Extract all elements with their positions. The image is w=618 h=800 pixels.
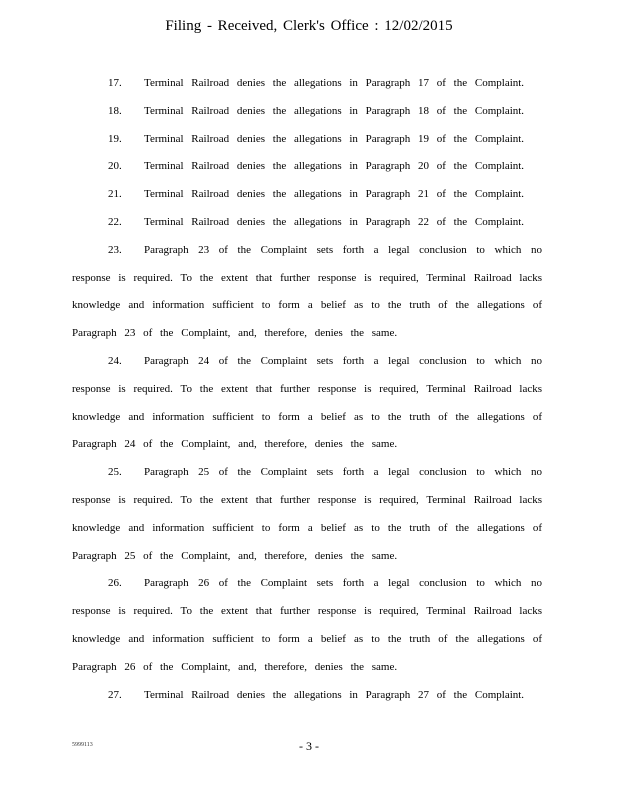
paragraph-text: Paragraph 25 of the Complaint sets forth a legal conclusion to which no response is required. To the extent that further response is required, Terminal Railroad lacks knowledge and information sufficient to form a belief as to the truth of the allegations of Paragraph 25 of the Complaint, and, therefore, denies the same.	[72, 466, 542, 562]
paragraph-number: 22.	[108, 215, 122, 228]
paragraph-text: Terminal Railroad denies the allegations in Paragraph 18 of the Complaint.	[144, 104, 525, 117]
paragraph-26	[72, 570, 542, 681]
paragraph-24	[72, 348, 542, 459]
paragraph-number: 18.	[108, 104, 122, 117]
document-body	[72, 70, 542, 709]
page-number: - 3 -	[299, 739, 319, 753]
paragraph-19	[72, 126, 542, 154]
paragraph-text: Terminal Railroad denies the allegations in Paragraph 27 of the Complaint.	[144, 688, 525, 701]
paragraph-number: 25.	[108, 466, 122, 479]
paragraph-27	[72, 682, 542, 710]
paragraph-text: Terminal Railroad denies the allegations in Paragraph 21 of the Complaint.	[144, 188, 525, 201]
paragraph-25	[72, 459, 542, 570]
paragraph-number: 20.	[108, 160, 122, 173]
paragraph-text: Terminal Railroad denies the allegations in Paragraph 22 of the Complaint.	[144, 215, 525, 228]
paragraph-number: 17.	[108, 77, 122, 89]
paragraph-number: 24.	[108, 354, 122, 367]
paragraph-text: Paragraph 23 of the Complaint sets forth a legal conclusion to which no response is required. To the extent that further response is required, Terminal Railroad lacks knowledge and information sufficient to form a belief as to the truth of the allegations of Paragraph 23 of the Complaint, and, therefore, denies the same.	[72, 243, 542, 340]
paragraph-18	[72, 98, 542, 126]
paragraph-text: Paragraph 26 of the Complaint sets forth a legal conclusion to which no response is required. To the extent that further response is required, Terminal Railroad lacks knowledge and information sufficient to form a belief as to the truth of the allegations of Paragraph 26 of the Complaint, and, therefore, denies the same.	[72, 577, 542, 673]
paragraph-text: Terminal Railroad denies the allegations in Paragraph 20 of the Complaint.	[144, 160, 525, 173]
filing-stamp: Filing - Received, Clerk's Office : 12/02/2015	[165, 18, 453, 34]
paragraph-number: 21.	[108, 188, 122, 201]
paragraph-20	[72, 153, 542, 181]
paragraph-text: Terminal Railroad denies the allegations in Paragraph 17 of the Complaint.	[144, 77, 525, 89]
paragraph-23	[72, 237, 542, 348]
paragraph-text: Paragraph 24 of the Complaint sets forth a legal conclusion to which no response is required. To the extent that further response is required, Terminal Railroad lacks knowledge and information sufficient to form a belief as to the truth of the allegations of Paragraph 24 of the Complaint, and, therefore, denies the same.	[72, 354, 542, 451]
paragraph-number: 19.	[108, 132, 122, 145]
document-id: 5999113	[72, 742, 93, 748]
paragraph-number: 26.	[108, 577, 122, 590]
paragraph-number: 27.	[108, 688, 122, 701]
paragraph-22	[72, 209, 542, 237]
paragraph-17	[72, 70, 542, 98]
paragraph-21	[72, 181, 542, 209]
paragraph-text: Terminal Railroad denies the allegations in Paragraph 19 of the Complaint.	[144, 132, 525, 145]
paragraph-number: 23.	[108, 243, 122, 256]
